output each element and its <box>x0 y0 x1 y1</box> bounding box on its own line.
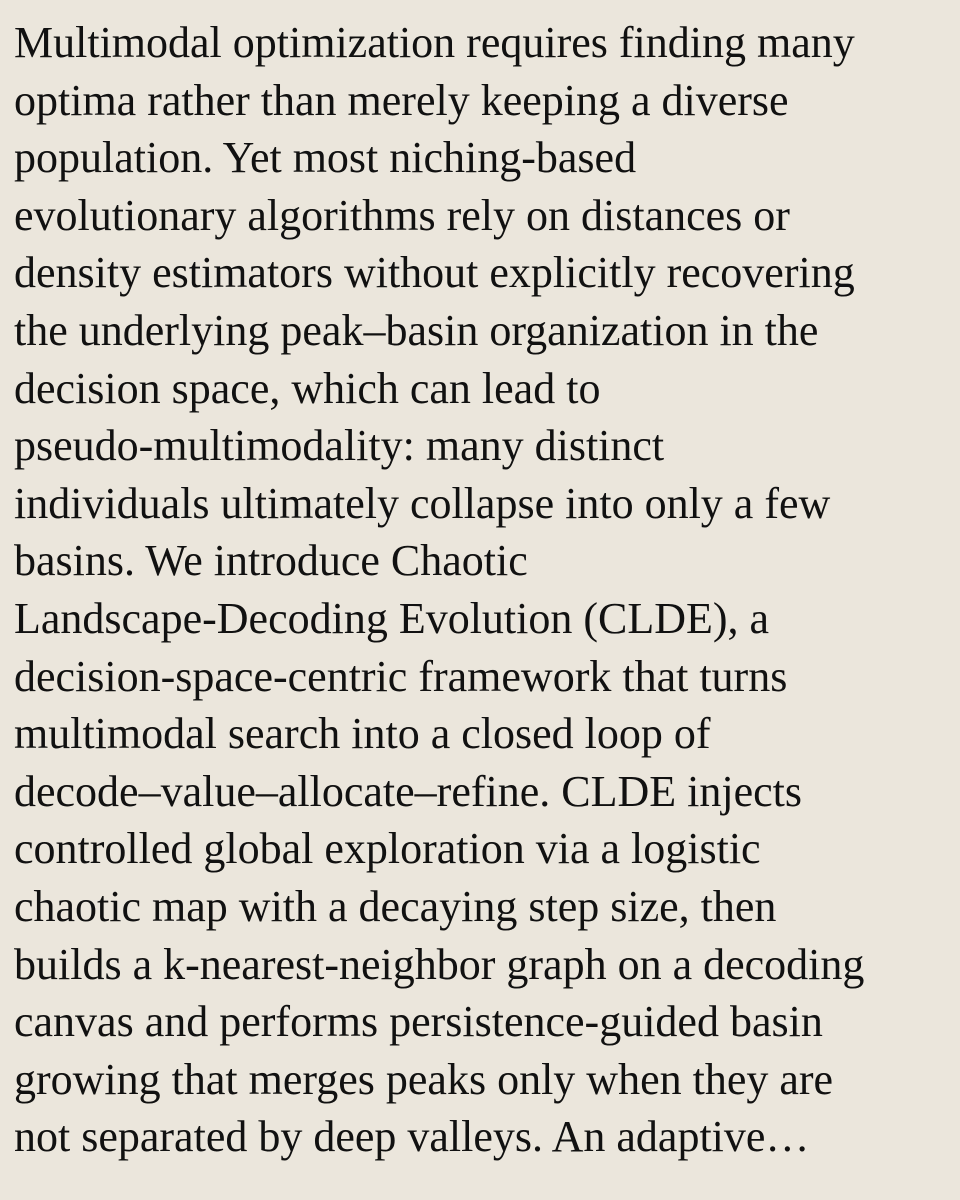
text-line: individuals ultimately collapse into only a few <box>14 478 831 528</box>
text-line: growing that merges peaks only when they are <box>14 1054 834 1104</box>
text-line: density estimators without explicitly recovering <box>14 248 855 298</box>
text-line: pseudo-multimodality: many distinct <box>14 421 665 471</box>
text-line: Landscape-Decoding Evolution (CLDE), a <box>14 593 770 643</box>
text-line: not separated by deep valleys. An adaptive… <box>14 1112 810 1162</box>
text-line: optima rather than merely keeping a diverse <box>14 75 789 125</box>
text-line: decision space, which can lead to <box>14 363 601 413</box>
text-line: decode–value–allocate–refine. CLDE injects <box>14 766 802 816</box>
text-line: population. Yet most niching-based <box>14 133 637 183</box>
abstract-text <box>14 14 864 1166</box>
text-line: the underlying peak–basin organization in the <box>14 305 819 355</box>
text-line: controlled global exploration via a logistic <box>14 824 761 874</box>
text-line: Multimodal optimization requires finding many <box>14 18 855 67</box>
text-line: basins. We introduce Chaotic <box>14 536 528 586</box>
text-line: chaotic map with a decaying step size, then <box>14 881 777 931</box>
text-line: canvas and performs persistence-guided basin <box>14 997 823 1047</box>
text-line: decision-space-centric framework that turns <box>14 651 788 701</box>
text-line: builds a k-nearest-neighbor graph on a decoding <box>14 939 865 989</box>
text-line: multimodal search into a closed loop of <box>14 709 711 759</box>
text-line: evolutionary algorithms rely on distances or <box>14 190 790 240</box>
